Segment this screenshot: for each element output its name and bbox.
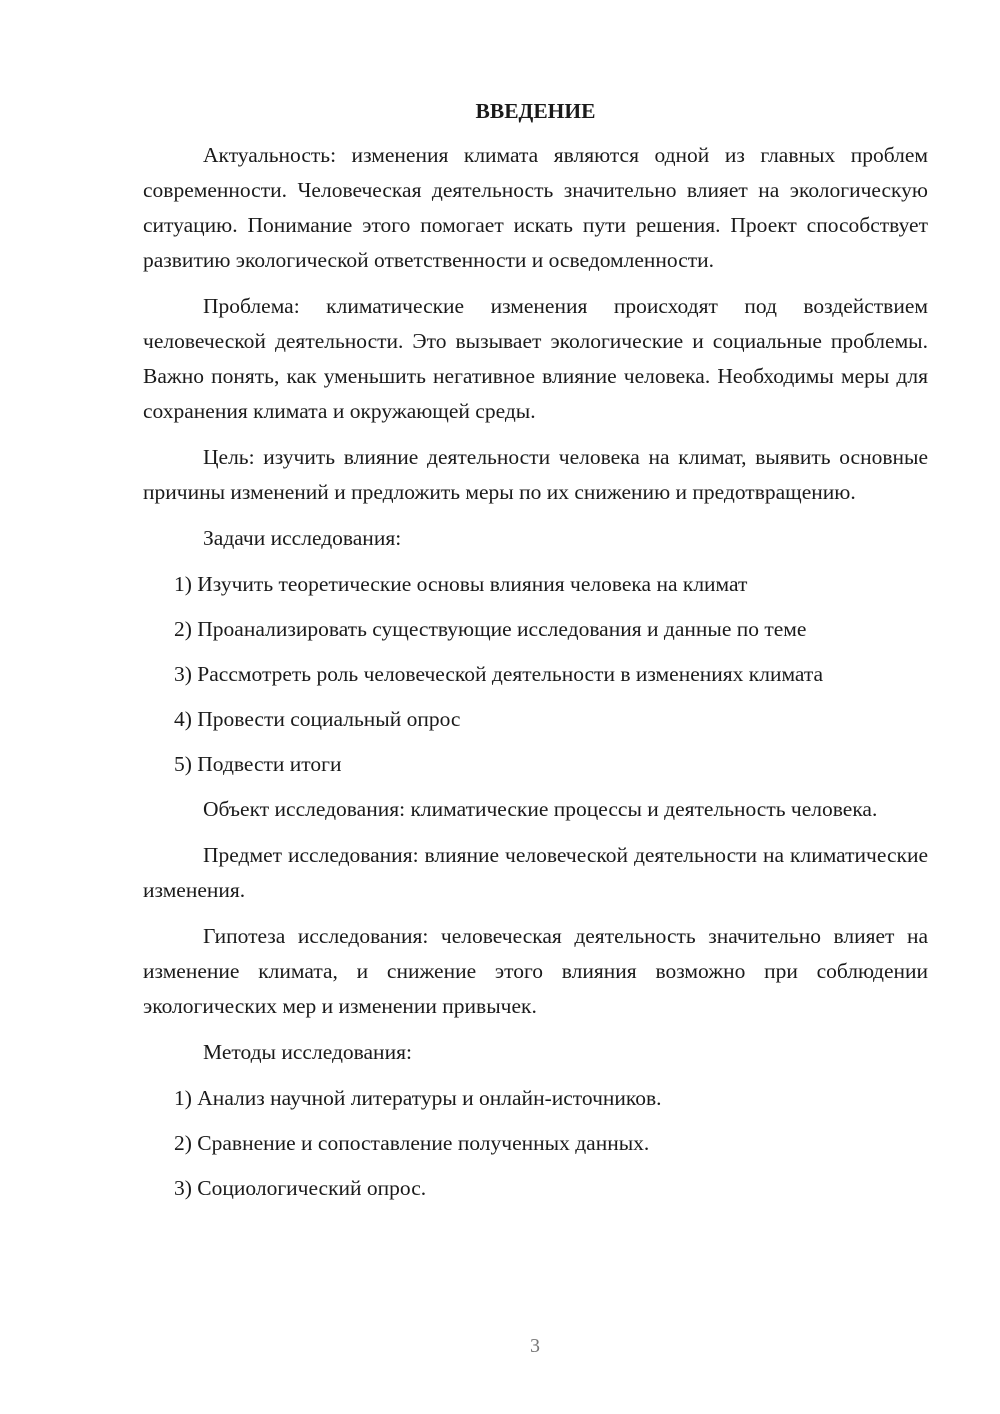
tasks-heading: Задачи исследования: — [203, 526, 402, 550]
list-item: 1) Анализ научной литературы и онлайн-источников. — [174, 1086, 662, 1110]
list-item: 2) Сравнение и сопоставление полученных данных. — [174, 1131, 650, 1155]
tasks-list — [143, 567, 928, 782]
page-title: ВВЕДЕНИЕ — [475, 99, 596, 123]
list-item: 1) Изучить теоретические основы влияния человека на климат — [174, 572, 748, 596]
subject-paragraph: Предмет исследования: влияние человеческой деятельности на климатические изменения. — [143, 843, 928, 902]
list-item: 3) Рассмотреть роль человеческой деятельности в изменениях климата — [174, 662, 824, 686]
goal-paragraph: Цель: изучить влияние деятельности человека на климат, выявить основные причины изменений и предложить меры по их снижению и предотвращению. — [143, 445, 928, 504]
document-page — [143, 96, 928, 1216]
methods-heading: Методы исследования: — [203, 1040, 412, 1064]
problem-paragraph: Проблема: климатические изменения происходят под воздействием человеческой деятельности. Это вызывает экологические и социальные проблемы. Важно понять, как уменьшить негативное влияние человека. Необходимы меры для сохранения климата и окружающей среды. — [143, 294, 928, 423]
list-item: 4) Провести социальный опрос — [174, 707, 461, 731]
list-item: 5) Подвести итоги — [174, 752, 342, 776]
list-item: 3) Социологический опрос. — [174, 1176, 427, 1200]
relevance-paragraph: Актуальность: изменения климата являются одной из главных проблем современности. Человеческая деятельность значительно влияет на экологическую ситуацию. Понимание этого помогает искать пути решения. Проект способствует развитию экологической ответственности и осведомленности. — [143, 143, 928, 272]
hypothesis-paragraph: Гипотеза исследования: человеческая деятельность значительно влияет на изменение климата, и снижение этого влияния возможно при соблюдении экологических мер и изменении привычек. — [143, 924, 928, 1018]
object-paragraph: Объект исследования: климатические процессы и деятельность человека. — [203, 797, 878, 821]
methods-list — [143, 1081, 928, 1206]
page-number: 3 — [530, 1335, 540, 1357]
list-item: 2) Проанализировать существующие исследования и данные по теме — [174, 617, 807, 641]
